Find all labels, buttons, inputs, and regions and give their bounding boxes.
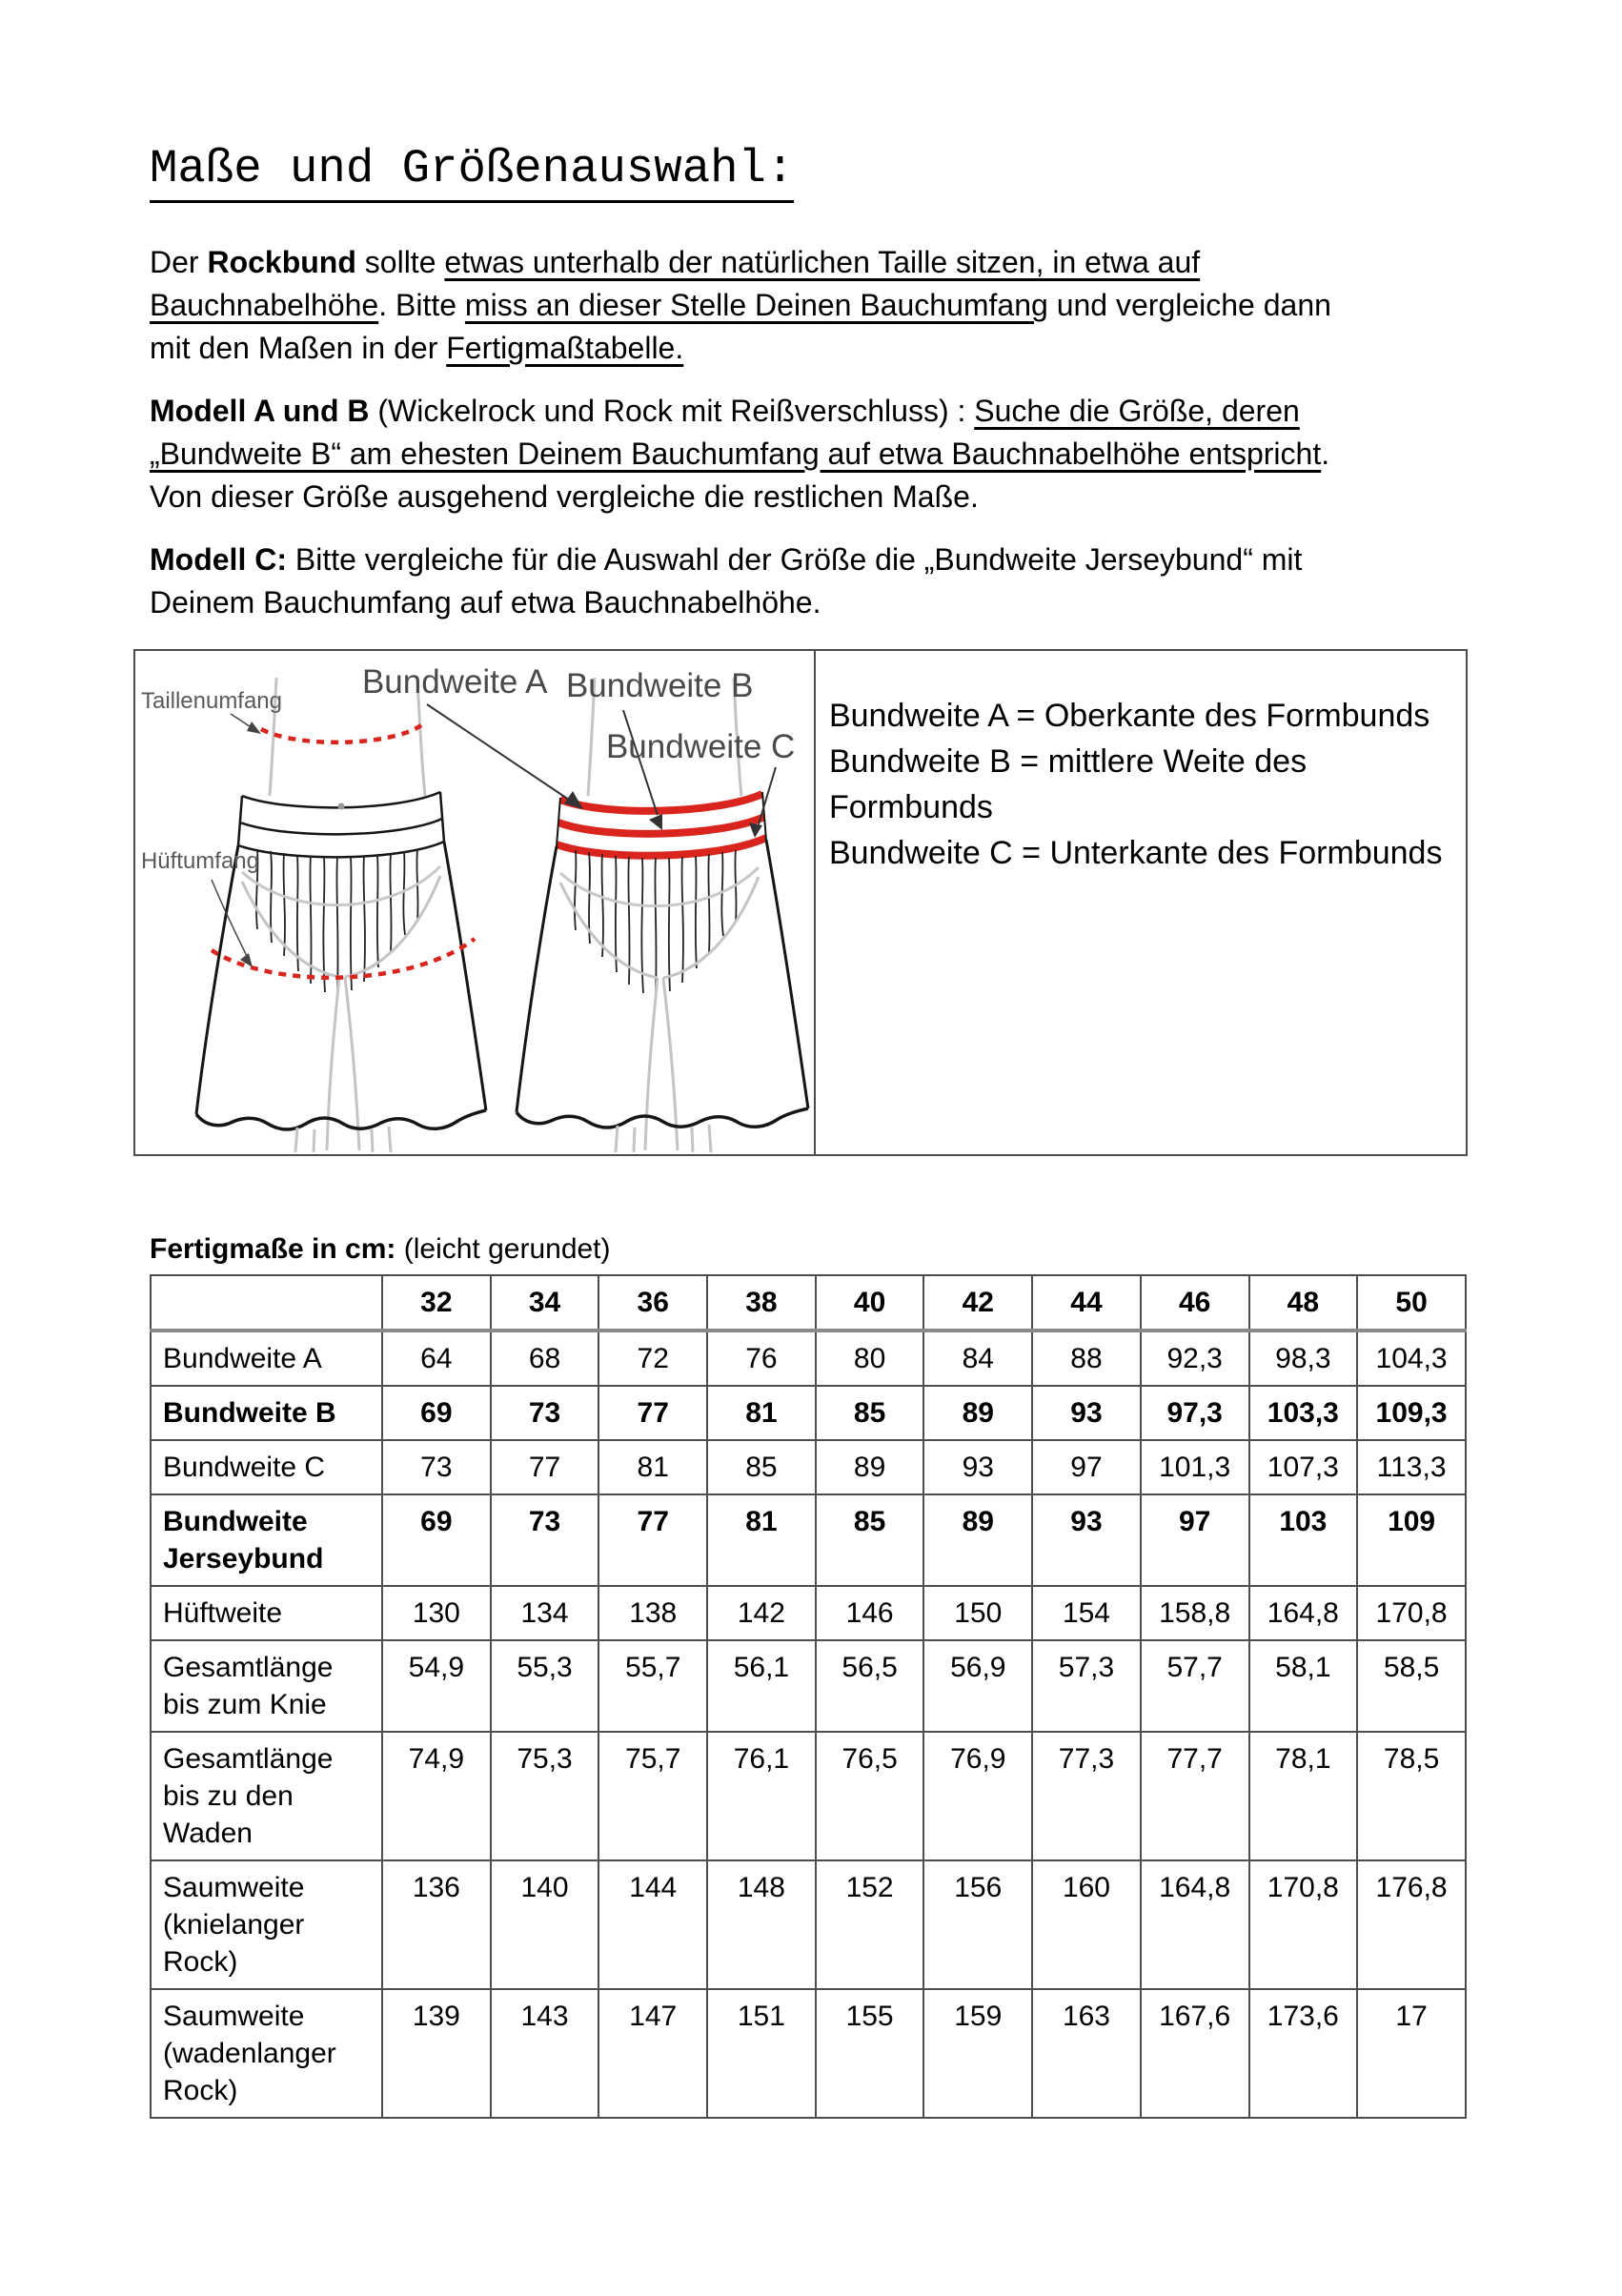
- text-run: mit den Maßen in der: [150, 330, 447, 365]
- text-run: Der: [150, 244, 208, 279]
- value-cell: 107,3: [1249, 1440, 1358, 1494]
- text-run: Von dieser Größe ausgehend vergleiche die restlichen Maße.: [150, 478, 979, 514]
- value-cell: 109: [1357, 1494, 1466, 1586]
- value-cell: 89: [923, 1386, 1032, 1440]
- arrow-taillenumfang: [247, 721, 261, 734]
- value-cell: 136: [382, 1860, 491, 1989]
- label-bundweite-b: Bundweite B: [565, 666, 754, 704]
- value-cell: 73: [491, 1494, 599, 1586]
- value-cell: 138: [598, 1586, 707, 1640]
- label-bundweite-c: Bundweite C: [605, 727, 796, 765]
- value-cell: 88: [1032, 1331, 1141, 1386]
- value-cell: 55,7: [598, 1640, 707, 1732]
- value-cell: 144: [598, 1860, 707, 1989]
- value-cell: 103,3: [1249, 1386, 1358, 1440]
- value-cell: 150: [923, 1586, 1032, 1640]
- row-label-cell: Saumweite (knielanger Rock): [151, 1860, 382, 1989]
- value-cell: 89: [816, 1440, 924, 1494]
- value-cell: 143: [491, 1989, 599, 2118]
- value-cell: 76: [707, 1331, 816, 1386]
- value-cell: 73: [491, 1386, 599, 1440]
- text-run: . Bitte: [378, 287, 465, 322]
- size-header-cell: 38: [707, 1275, 816, 1331]
- value-cell: 85: [816, 1494, 924, 1586]
- table-row: [151, 1640, 1466, 1732]
- body-paragraph: [150, 390, 1470, 518]
- value-cell: 17: [1357, 1989, 1466, 2118]
- value-cell: 85: [707, 1440, 816, 1494]
- value-cell: 75,7: [598, 1732, 707, 1860]
- size-header-cell: 44: [1032, 1275, 1141, 1331]
- row-label-cell: Gesamtlänge bis zu den Waden: [151, 1732, 382, 1860]
- row-label-cell: Hüftweite: [151, 1586, 382, 1640]
- size-header-cell: 32: [382, 1275, 491, 1331]
- taille-dashed-line: [261, 725, 421, 742]
- bundweite-a-line: [560, 794, 762, 811]
- value-cell: 101,3: [1141, 1440, 1249, 1494]
- arrow-bundweite-b: [649, 814, 662, 830]
- arrow-bundweite-c: [749, 823, 762, 838]
- text-run: Bitte vergleiche für die Auswahl der Größe die „Bundweite Jerseybund“ mit: [286, 541, 1303, 577]
- value-cell: 89: [923, 1494, 1032, 1586]
- table-row: [151, 1732, 1466, 1860]
- value-cell: 170,8: [1357, 1586, 1466, 1640]
- body-paragraph: [150, 241, 1470, 370]
- value-cell: 93: [923, 1440, 1032, 1494]
- size-header-row: [151, 1275, 1466, 1331]
- label-taillenumfang: Taillenumfang: [140, 687, 282, 714]
- value-cell: 57,3: [1032, 1640, 1141, 1732]
- size-header-cell: 36: [598, 1275, 707, 1331]
- text-run: sollte: [355, 244, 445, 279]
- text-run: miss an dieser Stelle Deinen Bauchumfang: [464, 287, 1048, 322]
- table-heading-bold: Fertigmaße in cm:: [150, 1232, 396, 1265]
- table-row: [151, 1586, 1466, 1640]
- text-run: Modell C:: [150, 541, 287, 577]
- skirt-diagram: [135, 651, 814, 1154]
- value-cell: 130: [382, 1586, 491, 1640]
- intro-paragraphs: [150, 241, 1470, 624]
- value-cell: 77: [598, 1494, 707, 1586]
- value-cell: 68: [491, 1331, 599, 1386]
- value-cell: 160: [1032, 1860, 1141, 1989]
- value-cell: 80: [816, 1331, 924, 1386]
- value-cell: 140: [491, 1860, 599, 1989]
- value-cell: 167,6: [1141, 1989, 1249, 2118]
- text-run: .: [1321, 436, 1330, 471]
- value-cell: 93: [1032, 1386, 1141, 1440]
- size-header-cell: 50: [1357, 1275, 1466, 1331]
- value-cell: 77,7: [1141, 1732, 1249, 1860]
- value-cell: 159: [923, 1989, 1032, 2118]
- legend-line-c: Bundweite C = Unterkante des Formbunds: [828, 834, 1443, 871]
- size-header-cell: 46: [1141, 1275, 1249, 1331]
- value-cell: 97,3: [1141, 1386, 1249, 1440]
- value-cell: 158,8: [1141, 1586, 1249, 1640]
- value-cell: 77: [491, 1440, 599, 1494]
- value-cell: 164,8: [1141, 1860, 1249, 1989]
- value-cell: 103: [1249, 1494, 1358, 1586]
- table-row: [151, 1331, 1466, 1386]
- text-run: Deinem Bauchumfang auf etwa Bauchnabelhöhe.: [150, 584, 821, 620]
- row-label-cell: Bundweite C: [151, 1440, 382, 1494]
- text-run: Modell A und B: [150, 393, 370, 428]
- value-cell: 77,3: [1032, 1732, 1141, 1860]
- size-measurement-table: [150, 1274, 1467, 2119]
- value-cell: 69: [382, 1386, 491, 1440]
- table-row: [151, 1386, 1466, 1440]
- value-cell: 75,3: [491, 1732, 599, 1860]
- value-cell: 57,7: [1141, 1640, 1249, 1732]
- value-cell: 152: [816, 1860, 924, 1989]
- value-cell: 78,1: [1249, 1732, 1358, 1860]
- value-cell: 151: [707, 1989, 816, 2118]
- value-cell: 78,5: [1357, 1732, 1466, 1860]
- figure-box: [133, 649, 1468, 1156]
- value-cell: 98,3: [1249, 1331, 1358, 1386]
- value-cell: 74,9: [382, 1732, 491, 1860]
- value-cell: 76,9: [923, 1732, 1032, 1860]
- text-run: Rockbund: [207, 244, 356, 279]
- value-cell: 109,3: [1357, 1386, 1466, 1440]
- row-label-cell: Bundweite B: [151, 1386, 382, 1440]
- value-cell: 173,6: [1249, 1989, 1358, 2118]
- table-row: [151, 1440, 1466, 1494]
- value-cell: 148: [707, 1860, 816, 1989]
- value-cell: 55,3: [491, 1640, 599, 1732]
- text-run: (Wickelrock und Rock mit Reißverschluss) :: [369, 393, 975, 428]
- value-cell: 139: [382, 1989, 491, 2118]
- value-cell: 58,1: [1249, 1640, 1358, 1732]
- value-cell: 176,8: [1357, 1860, 1466, 1989]
- value-cell: 155: [816, 1989, 924, 2118]
- value-cell: 163: [1032, 1989, 1141, 2118]
- value-cell: 92,3: [1141, 1331, 1249, 1386]
- corner-cell: [151, 1275, 382, 1331]
- legend-line-b: Bundweite B = mittlere Weite des Formbunds: [828, 742, 1308, 825]
- text-run: und vergleiche dann: [1047, 287, 1331, 322]
- value-cell: 164,8: [1249, 1586, 1358, 1640]
- figure-legend: [814, 651, 1466, 1154]
- value-cell: 142: [707, 1586, 816, 1640]
- value-cell: 64: [382, 1331, 491, 1386]
- value-cell: 93: [1032, 1494, 1141, 1586]
- value-cell: 56,9: [923, 1640, 1032, 1732]
- body-paragraph: [150, 538, 1470, 624]
- value-cell: 146: [816, 1586, 924, 1640]
- value-cell: 81: [707, 1494, 816, 1586]
- value-cell: 58,5: [1357, 1640, 1466, 1732]
- value-cell: 69: [382, 1494, 491, 1586]
- row-label-cell: Saumweite (wadenlanger Rock): [151, 1989, 382, 2118]
- value-cell: 147: [598, 1989, 707, 2118]
- huefte-dashed-line: [212, 939, 475, 978]
- value-cell: 113,3: [1357, 1440, 1466, 1494]
- value-cell: 76,5: [816, 1732, 924, 1860]
- value-cell: 72: [598, 1331, 707, 1386]
- value-cell: 81: [707, 1386, 816, 1440]
- value-cell: 76,1: [707, 1732, 816, 1860]
- value-cell: 104,3: [1357, 1331, 1466, 1386]
- value-cell: 56,5: [816, 1640, 924, 1732]
- text-run: Suche die Größe, deren: [974, 393, 1300, 428]
- value-cell: 134: [491, 1586, 599, 1640]
- text-run: etwas unterhalb der natürlichen Taille sitzen, in etwa auf: [444, 244, 1201, 279]
- value-cell: 154: [1032, 1586, 1141, 1640]
- skirt-diagram-panel: [135, 651, 814, 1154]
- value-cell: 77: [598, 1386, 707, 1440]
- value-cell: 97: [1032, 1440, 1141, 1494]
- value-cell: 97: [1141, 1494, 1249, 1586]
- label-bundweite-a: Bundweite A: [361, 662, 548, 701]
- table-row: [151, 1494, 1466, 1586]
- size-header-cell: 42: [923, 1275, 1032, 1331]
- value-cell: 54,9: [382, 1640, 491, 1732]
- value-cell: 84: [923, 1331, 1032, 1386]
- value-cell: 81: [598, 1440, 707, 1494]
- row-label-cell: Gesamtlänge bis zum Knie: [151, 1640, 382, 1732]
- value-cell: 170,8: [1249, 1860, 1358, 1989]
- table-row: [151, 1989, 1466, 2118]
- size-header-cell: 48: [1249, 1275, 1358, 1331]
- value-cell: 85: [816, 1386, 924, 1440]
- text-run: Fertigmaßtabelle.: [446, 330, 684, 365]
- legend-line-a: Bundweite A = Oberkante des Formbunds: [828, 697, 1430, 734]
- value-cell: 156: [923, 1860, 1032, 1989]
- table-row: [151, 1860, 1466, 1989]
- text-run: Bauchnabelhöhe: [150, 287, 379, 322]
- value-cell: 73: [382, 1440, 491, 1494]
- size-header-cell: 40: [816, 1275, 924, 1331]
- label-hueftumfang: Hüftumfang: [140, 847, 259, 874]
- row-label-cell: Bundweite A: [151, 1331, 382, 1386]
- skirt-front-left: [196, 678, 486, 1152]
- row-label-cell: Bundweite Jerseybund: [151, 1494, 382, 1586]
- table-heading: [150, 1230, 1470, 1269]
- value-cell: 56,1: [707, 1640, 816, 1732]
- table-heading-normal: (leicht gerundet): [395, 1232, 611, 1265]
- page-title: Maße und Größenauswahl:: [150, 143, 794, 203]
- size-header-cell: 34: [491, 1275, 599, 1331]
- text-run: „Bundweite B“ am ehesten Deinem Bauchumfang auf etwa Bauchnabelhöhe entspricht: [150, 436, 1322, 471]
